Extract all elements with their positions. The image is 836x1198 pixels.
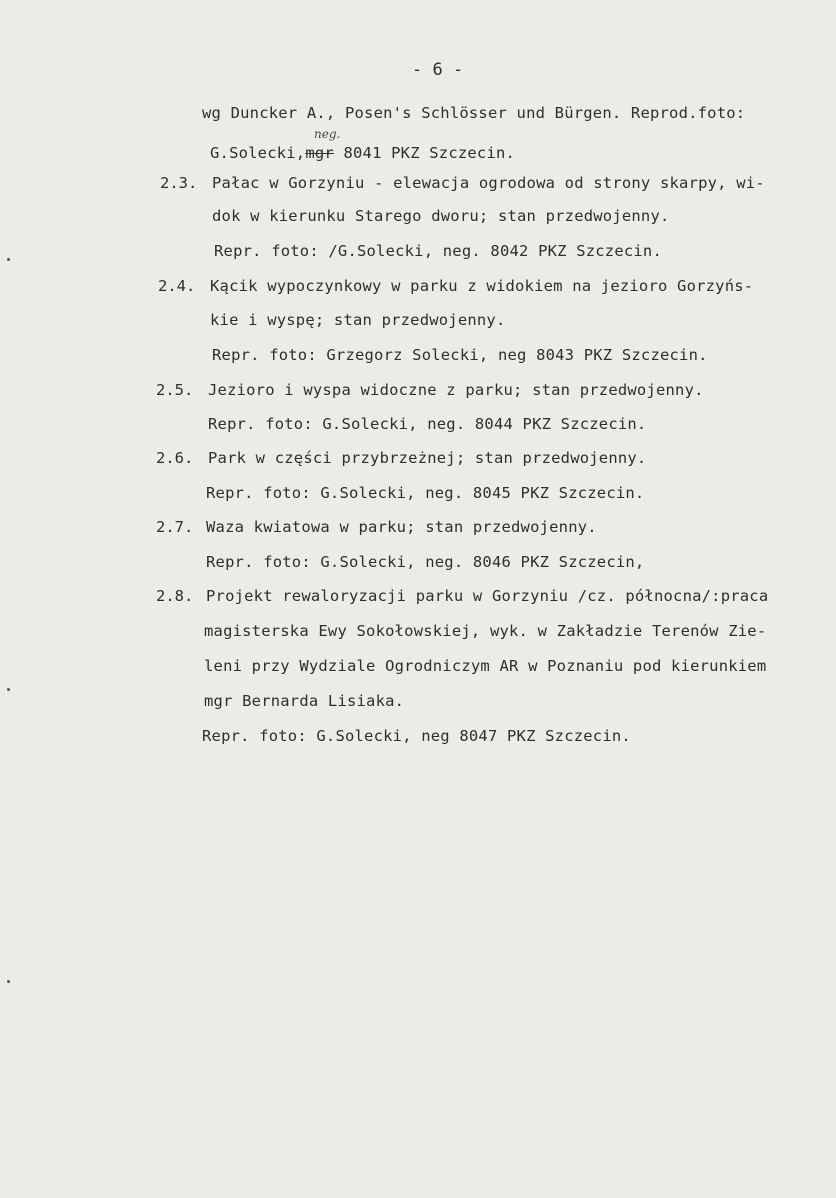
intro-line-1: wg Duncker A., Posen's Schlösser und Bürgen. Reprod.foto: [202, 104, 746, 122]
item-line: Waza kwiatowa w parku; stan przedwojenny. [206, 518, 597, 536]
intro-line-2 [210, 144, 515, 162]
margin-mark [7, 258, 10, 261]
item-line: mgr Bernarda Lisiaka. [204, 692, 405, 710]
item-number: 2.3. [160, 174, 198, 192]
item-line: Repr. foto: G.Solecki, neg. 8046 PKZ Szczecin, [206, 553, 645, 571]
margin-mark [7, 688, 10, 691]
item-line: kie i wyspę; stan przedwojenny. [210, 311, 506, 329]
item-line: Projekt rewaloryzacji parku w Gorzyniu /cz. północna/:praca [206, 587, 769, 605]
item-line: Repr. foto: G.Solecki, neg. 8045 PKZ Szczecin. [206, 484, 645, 502]
item-number: 2.7. [156, 518, 194, 536]
intro-line-2-prefix: G.Solecki, [210, 144, 306, 162]
struck-text: mgr [305, 144, 334, 162]
item-line: Repr. foto: G.Solecki, neg 8047 PKZ Szczecin. [202, 727, 631, 745]
item-line: magisterska Ewy Sokołowskiej, wyk. w Zakładzie Terenów Zie- [204, 622, 767, 640]
item-number: 2.6. [156, 449, 194, 467]
item-number: 2.4. [158, 277, 196, 295]
item-line: Repr. foto: Grzegorz Solecki, neg 8043 PKZ Szczecin. [212, 346, 708, 364]
handwritten-annotation: neg. [314, 127, 341, 141]
item-line: leni przy Wydziale Ogrodniczym AR w Poznaniu pod kierunkiem [204, 657, 767, 675]
item-line: dok w kierunku Starego dworu; stan przedwojenny. [212, 207, 670, 225]
margin-mark [7, 980, 10, 983]
page-number: - 6 - [412, 60, 464, 80]
item-line: Kącik wypoczynkowy w parku z widokiem na jezioro Gorzyńs- [210, 277, 754, 295]
item-number: 2.8. [156, 587, 194, 605]
item-line: Park w części przybrzeżnej; stan przedwojenny. [208, 449, 647, 467]
item-line: Jezioro i wyspa widoczne z parku; stan przedwojenny. [208, 381, 704, 399]
item-line: Repr. foto: G.Solecki, neg. 8044 PKZ Szczecin. [208, 415, 647, 433]
item-number: 2.5. [156, 381, 194, 399]
item-line: Pałac w Gorzyniu - elewacja ogrodowa od strony skarpy, wi- [212, 174, 765, 192]
item-line: Repr. foto: /G.Solecki, neg. 8042 PKZ Szczecin. [214, 242, 662, 260]
intro-line-2-suffix: 8041 PKZ Szczecin. [333, 144, 516, 162]
